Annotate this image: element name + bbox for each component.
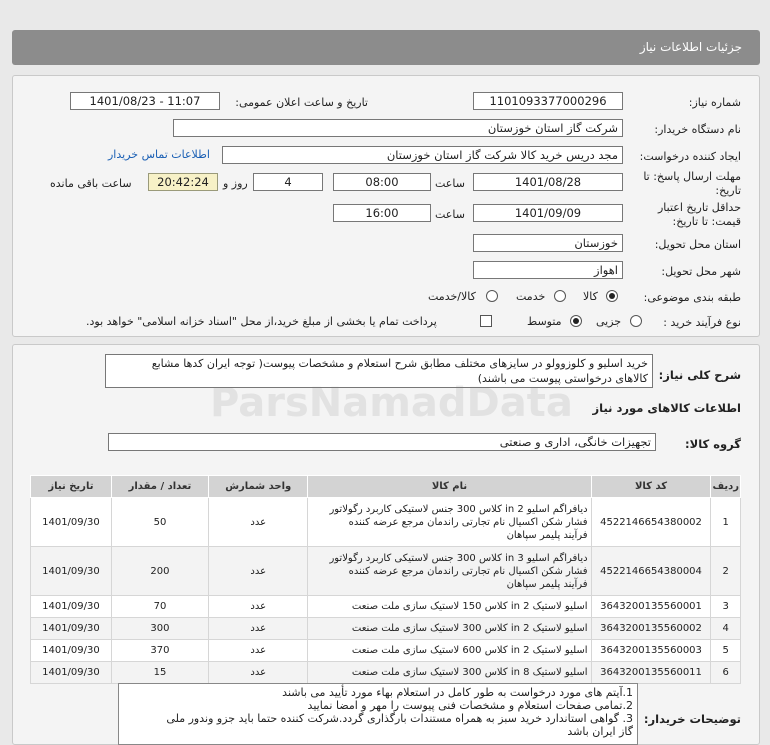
table-row[interactable] bbox=[31, 498, 741, 547]
cell-date: 1401/09/30 bbox=[31, 640, 112, 662]
buyer-note-line: 3. گواهی استاندارد خرید سبز به همراه مستندات بارگذاری گردد.شرکت کننده حتما باید جزو وندور ملی bbox=[166, 712, 633, 725]
buyer-notes-label: توضیحات خریدار: bbox=[643, 712, 741, 726]
cell-unit: عدد bbox=[209, 662, 308, 684]
goods-section-title: اطلاعات کالاهای مورد نیاز bbox=[592, 401, 741, 415]
col-name: نام کالا bbox=[308, 476, 591, 498]
cell-name: اسلیو لاستیک 8 in کلاس 300 لاستیک سازی ملت صنعت bbox=[308, 662, 591, 684]
deadline-time-field: 08:00 bbox=[333, 173, 431, 191]
goods-table-header bbox=[31, 476, 741, 498]
cell-row: 5 bbox=[711, 640, 741, 662]
deadline-label-line1: مهلت ارسال پاسخ: تا bbox=[643, 170, 741, 183]
cell-qty: 370 bbox=[111, 640, 208, 662]
cell-qty: 200 bbox=[111, 547, 208, 596]
buyer-note-line: گاز ایران باشد bbox=[567, 725, 633, 738]
cell-qty: 300 bbox=[111, 618, 208, 640]
announce-datetime-label: تاریخ و ساعت اعلان عمومی: bbox=[235, 96, 368, 109]
cell-unit: عدد bbox=[209, 498, 308, 547]
cell-name bbox=[308, 498, 591, 547]
requester-field: مجد دریس خرید کالا شرکت گاز استان خوزستان bbox=[222, 146, 623, 164]
cell-code: 4522146654380004 bbox=[591, 547, 711, 596]
cell-name-line: فرآیند پلیمر سپاهان bbox=[506, 529, 588, 541]
cell-name-line: فرآیند پلیمر سپاهان bbox=[506, 578, 588, 590]
remaining-time-field: 20:42:24 bbox=[148, 173, 218, 191]
cell-row: 2 bbox=[711, 547, 741, 596]
city-label: شهر محل تحویل: bbox=[661, 265, 741, 278]
buyer-note-line: 1.آیتم های مورد درخواست به طور کامل در استعلام بهاء مورد تأیید می باشند bbox=[282, 686, 633, 699]
cell-name-line: دیافراگم اسلیو 3 in کلاس 300 جنس لاستیکی کاربرد رگولاتور bbox=[329, 552, 588, 564]
cell-date: 1401/09/30 bbox=[31, 498, 112, 547]
buyer-notes-box bbox=[118, 683, 638, 745]
cell-name: اسلیو لاستیک 2 in کلاس 300 لاستیک سازی ملت صنعت bbox=[308, 618, 591, 640]
buyer-contact-link[interactable]: اطلاعات تماس خریدار bbox=[108, 148, 210, 161]
category-service-radio[interactable] bbox=[554, 290, 566, 302]
cell-unit: عدد bbox=[209, 596, 308, 618]
province-label: استان محل تحویل: bbox=[654, 238, 741, 251]
remaining-time-label: ساعت باقی مانده bbox=[50, 177, 132, 190]
cell-date: 1401/09/30 bbox=[31, 596, 112, 618]
cell-name bbox=[308, 547, 591, 596]
process-label: نوع فرآیند خرید : bbox=[663, 316, 741, 329]
cell-name: اسلیو لاستیک 2 in کلاس 150 لاستیک سازی ملت صنعت bbox=[308, 596, 591, 618]
col-code: کد کالا bbox=[591, 476, 711, 498]
goods-group-field: تجهیزات خانگی، اداری و صنعتی bbox=[108, 433, 656, 451]
goods-table bbox=[30, 475, 741, 684]
cell-name-line: دیافراگم اسلیو 2 in کلاس 300 جنس لاستیکی کاربرد رگولاتور bbox=[329, 503, 588, 515]
treasury-payment-note: پرداخت تمام یا بخشی از مبلغ خرید،از محل "اسناد خزانه اسلامی" خواهد بود. bbox=[86, 315, 437, 328]
summary-text-line1: خرید اسلیو و کلوزوولو در سایزهای مختلف مطابق شرح استعلام و مشخصات پیوست( توجه ایران کدها مشابع bbox=[151, 357, 648, 370]
announce-datetime-field: 1401/08/23 - 11:07 bbox=[70, 92, 220, 110]
cell-code: 3643200135560003 bbox=[591, 640, 711, 662]
category-goods-label: کالا bbox=[583, 290, 598, 303]
validity-time-label: ساعت bbox=[435, 208, 465, 221]
cell-date: 1401/09/30 bbox=[31, 662, 112, 684]
process-minor-radio[interactable] bbox=[630, 315, 642, 327]
summary-label: شرح کلی نیاز: bbox=[658, 368, 741, 382]
table-row[interactable] bbox=[31, 618, 741, 640]
cell-name-line: فشار شکن اکسیال نام تجارتی راندمان مرجع عرضه کننده bbox=[348, 516, 588, 528]
cell-row: 4 bbox=[711, 618, 741, 640]
buyer-org-field: شرکت گاز استان خوزستان bbox=[173, 119, 623, 137]
cell-qty: 15 bbox=[111, 662, 208, 684]
category-goods-service-label: کالا/خدمت bbox=[428, 290, 476, 303]
category-service-label: خدمت bbox=[516, 290, 546, 303]
cell-date: 1401/09/30 bbox=[31, 618, 112, 640]
cell-code: 3643200135560002 bbox=[591, 618, 711, 640]
process-medium-radio[interactable] bbox=[570, 315, 582, 327]
table-row[interactable] bbox=[31, 547, 741, 596]
validity-label-line2: قیمت: تا تاریخ: bbox=[672, 215, 741, 228]
cell-unit: عدد bbox=[209, 547, 308, 596]
need-number-label: شماره نیاز: bbox=[688, 96, 741, 109]
buyer-note-line: 2.تمامی صفحات استعلام و مشخصات فنی پیوست را مهر و امضا نمایید bbox=[307, 699, 633, 712]
cell-qty: 50 bbox=[111, 498, 208, 547]
requester-label: ایجاد کننده درخواست: bbox=[639, 150, 741, 163]
page-title: جزئیات اطلاعات نیاز bbox=[639, 40, 742, 54]
table-row[interactable] bbox=[31, 596, 741, 618]
buyer-org-label: نام دستگاه خریدار: bbox=[654, 123, 741, 136]
category-label: طبقه بندی موضوعی: bbox=[643, 291, 741, 304]
process-medium-label: متوسط bbox=[527, 315, 562, 328]
col-qty: تعداد / مقدار bbox=[111, 476, 208, 498]
cell-code: 3643200135560001 bbox=[591, 596, 711, 618]
process-minor-label: جزیی bbox=[596, 315, 622, 328]
cell-row: 3 bbox=[711, 596, 741, 618]
deadline-label-line2: تاریخ: bbox=[715, 184, 741, 197]
city-field: اهواز bbox=[473, 261, 623, 279]
cell-row: 1 bbox=[711, 498, 741, 547]
province-field: خوزستان bbox=[473, 234, 623, 252]
cell-code: 4522146654380002 bbox=[591, 498, 711, 547]
col-row: ردیف bbox=[711, 476, 741, 498]
page-header bbox=[12, 30, 760, 65]
col-date: تاریخ نیاز bbox=[31, 476, 112, 498]
need-number-field: 1101093377000296 bbox=[473, 92, 623, 110]
table-row[interactable] bbox=[31, 640, 741, 662]
cell-code: 3643200135560011 bbox=[591, 662, 711, 684]
cell-unit: عدد bbox=[209, 618, 308, 640]
summary-box bbox=[105, 354, 653, 388]
deadline-time-label: ساعت bbox=[435, 177, 465, 190]
goods-group-label: گروه کالا: bbox=[685, 437, 741, 451]
cell-name-line: فشار شکن اکسیال نام تجارتی راندمان مرجع عرضه کننده bbox=[348, 565, 588, 577]
col-unit: واحد شمارش bbox=[209, 476, 308, 498]
cell-row: 6 bbox=[711, 662, 741, 684]
validity-label-line1: حداقل تاریخ اعتبار bbox=[657, 201, 741, 214]
category-goods-service-radio[interactable] bbox=[486, 290, 498, 302]
cell-unit: عدد bbox=[209, 640, 308, 662]
deadline-days-field: 4 bbox=[253, 173, 323, 191]
validity-date-field: 1401/09/09 bbox=[473, 204, 623, 222]
validity-time-field: 16:00 bbox=[333, 204, 431, 222]
deadline-date-field: 1401/08/28 bbox=[473, 173, 623, 191]
cell-date: 1401/09/30 bbox=[31, 547, 112, 596]
treasury-payment-checkbox[interactable] bbox=[480, 315, 492, 327]
table-row[interactable] bbox=[31, 662, 741, 684]
cell-qty: 70 bbox=[111, 596, 208, 618]
cell-name: اسلیو لاستیک 2 in کلاس 600 لاستیک سازی ملت صنعت bbox=[308, 640, 591, 662]
category-goods-radio[interactable] bbox=[606, 290, 618, 302]
summary-text-line2: کالاهای درخواستی پیوست می باشند) bbox=[477, 372, 648, 385]
deadline-days-label: روز و bbox=[223, 177, 248, 190]
